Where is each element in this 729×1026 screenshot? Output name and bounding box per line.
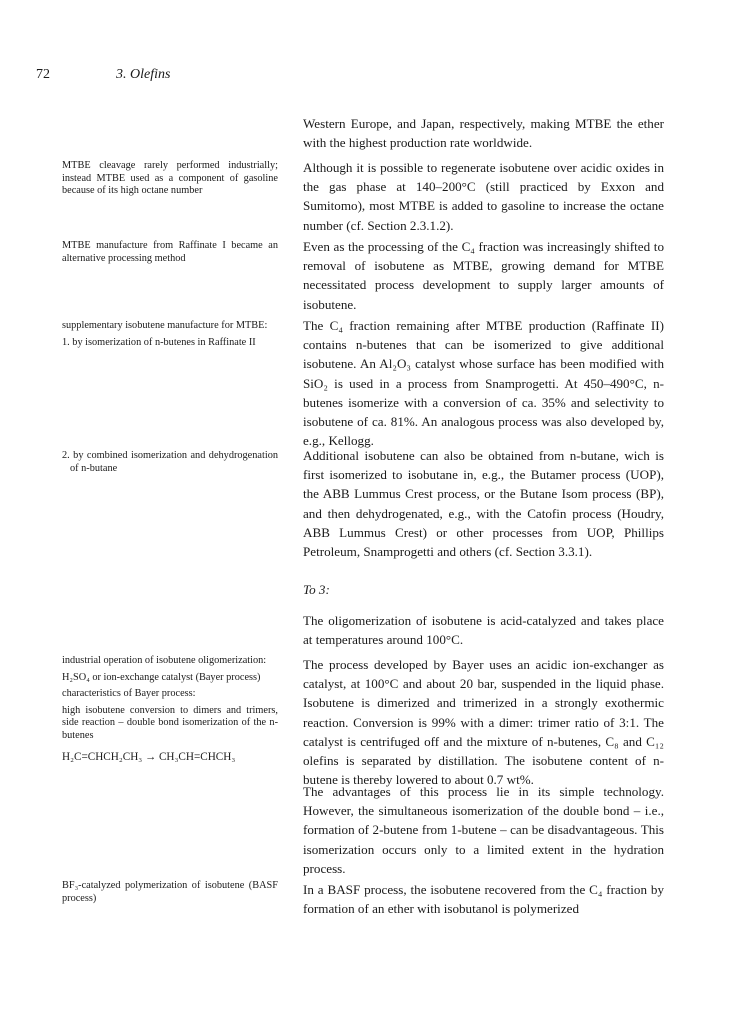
paragraph-1	[303, 114, 664, 152]
sidenote-catalyst: H₂SO₄ or ion-exchange catalyst (Bayer process)	[62, 671, 261, 683]
sidenote-supplementary	[62, 320, 278, 349]
page-number: 72	[36, 67, 50, 82]
paragraph-text: In a BASF process, the isobutene recovered from the C₄ fraction by formation of an ether with isobutanol is polymerized	[303, 882, 664, 917]
sidenote-mtbe-cleavage	[62, 160, 278, 198]
paragraph-text: Additional isobutene can also be obtained from n-butane, wich is first isomerized to isobutane in, e.g., the Butamer process (UOP), the ABB Lummus Crest process, or the Butane Isom process (BP), and then dehydrogenated, e.g., with the Catofin process (Houdry, ABB Lummus Crest) or other processes from UOP, Phillips Petroleum, Snamprogetti and others (cf. Section 3.3.1).	[303, 448, 664, 560]
paragraph-9	[303, 880, 664, 918]
sidenote-dehydrogenation	[62, 450, 278, 475]
heading-text: To 3:	[303, 582, 330, 597]
sidenote-text: BF₃-catalyzed polymerization of isobutene (BASF process)	[62, 880, 278, 904]
paragraph-text: Even as the processing of the C₄ fraction was increasingly shifted to removal of isobutene as MTBE, growing demand for MTBE necessitated process development to supply larger amounts of isobutene.	[303, 239, 664, 312]
paragraph-text: Western Europe, and Japan, respectively, making MTBE the ether with the highest production rate worldwide.	[303, 116, 664, 151]
sidenote-title: supplementary isobutene manufacture for MTBE:	[62, 320, 268, 331]
paragraph-text: The advantages of this process lie in its simple technology. However, the simultaneous isomerization of the double bond – i.e., formation of 2-butene from 1-butene – can be disadvantageous. This isomerization occurs only to a limited extent in the hydration process.	[303, 784, 664, 876]
sidenote-oligomerization	[62, 655, 278, 763]
paragraph-4	[303, 316, 664, 450]
sidenote-bayer-title: characteristics of Bayer process:	[62, 688, 196, 700]
paragraph-6	[303, 611, 664, 649]
paragraph-text: The C₄ fraction remaining after MTBE production (Raffinate II) contains n-butenes that can be isomerized to give additional isobutene. An Al₂O₃ catalyst whose surface has been modified with SiO₂ is used in a process from Snamprogetti. At 450–490°C, n-butenes isomerize with a conversion of ca. 35% and selectivity to isobutene of ca. 81%. An analogous process was also developed by, e.g., Kellogg.	[303, 318, 664, 449]
paragraph-7	[303, 655, 664, 789]
paragraph-2	[303, 158, 664, 235]
sidenote-text: MTBE manufacture from Raffinate I became an alternative processing method	[62, 240, 278, 264]
paragraph-8	[303, 782, 664, 878]
sidenote-title: industrial operation of isobutene oligomerization:	[62, 655, 267, 666]
sidenote-item: 2. by combined isomerization and dehydrogenation of n-butane	[62, 450, 278, 474]
sidenote-item: 1. by isomerization of n-butenes in Raffinate II	[62, 336, 256, 348]
sidenote-mtbe-manufacture	[62, 240, 278, 265]
paragraph-text: The oligomerization of isobutene is acid-catalyzed and takes place at temperatures around 100°C.	[303, 613, 664, 648]
paragraph-text: Although it is possible to regenerate isobutene over acidic oxides in the gas phase at 140–200°C (still practiced by Exxon and Sumitomo), most MTBE is added to gasoline to increase the octane number (cf. Section 2.3.1.2).	[303, 160, 664, 233]
paragraph-3	[303, 237, 664, 314]
section-heading	[303, 580, 664, 599]
paragraph-5	[303, 446, 664, 561]
sidenote-bayer-conversion: high isobutene conversion to dimers and trimers, side reaction – double bond isomerization of the n-butenes	[62, 704, 278, 741]
paragraph-text: The process developed by Bayer uses an acidic ion-exchanger as catalyst, at 100°C and about 20 bar, suspended in the liquid phase. Isobutene is dimerized and trimerized in a strongly exothermic reaction. Conversion is 99% with a dimer: trimer ratio of 3:1. The catalyst is centrifuged off and the mixture of n-butenes, C₈ and C₁₂ olefins is separated by distillation. The isobutene content of n-butene is thereby lowered to about 0.7 wt%.	[303, 657, 664, 788]
sidenote-equation: H₂C=CHCH₂CH₃ → CH₃CH=CHCH₃	[62, 750, 236, 763]
chapter-title: 3. Olefins	[116, 67, 171, 82]
sidenote-text: MTBE cleavage rarely performed industrially; instead MTBE used as a component of gasoline because of its high octane number	[62, 160, 278, 197]
sidenote-bf3	[62, 880, 278, 905]
